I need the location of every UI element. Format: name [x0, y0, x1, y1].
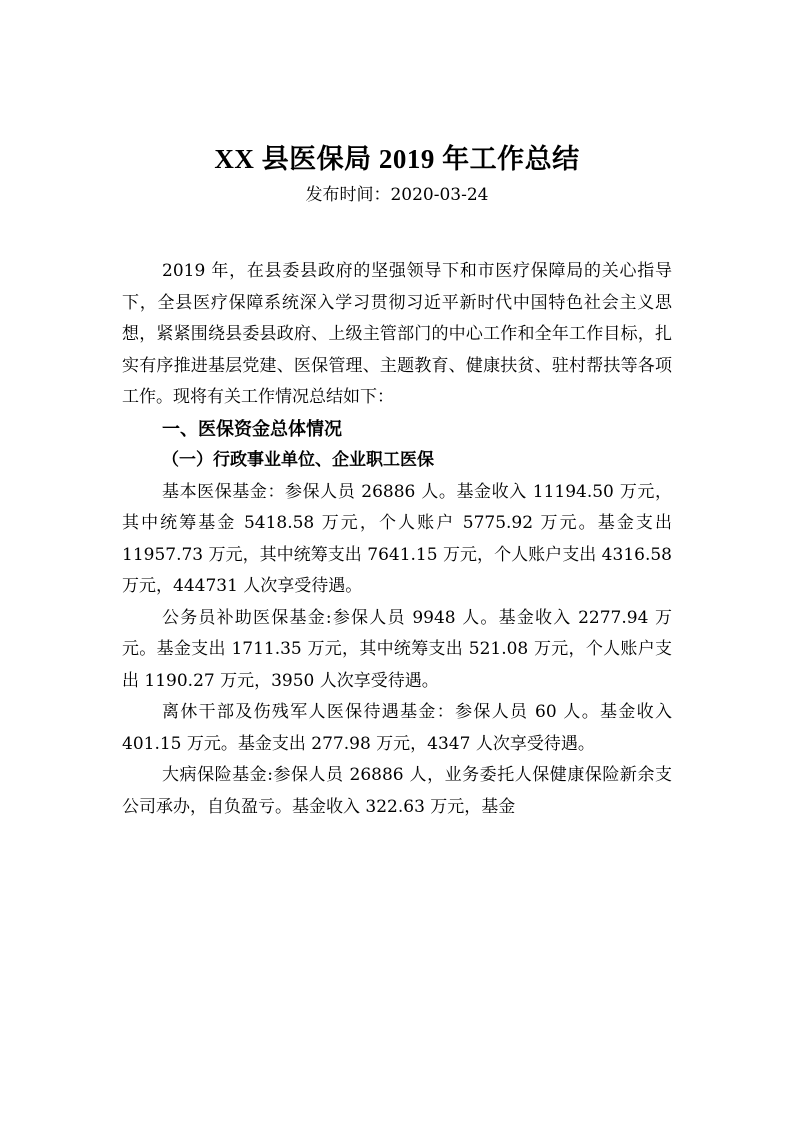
intro-paragraph: 2019 年，在县委县政府的坚强领导下和市医疗保障局的关心指导下，全县医疗保障系统深入学习贯彻习近平新时代中国特色社会主义思想，紧紧围绕县委县政府、上级主管部门的中心工作和全年工作目标，扎实有序推进基层党建、医保管理、主题教育、健康扶贫、驻村帮扶等各项工作。现将有关工作情况总结如下： [122, 261, 672, 407]
subsection-heading: （一）行政事业单位、企业职工医保 [162, 450, 434, 470]
document-title: XX 县医保局 2019 年工作总结 [214, 144, 580, 174]
section-heading: 一、医保资金总体情况 [162, 418, 342, 440]
civil-servant-fund-paragraph: 公务员补助医保基金:参保人员 9948 人。基金收入 2277.94 万元。基金支出 1711.35 万元，其中统筹支出 521.08 万元，个人账户支出 1190.27 万元，3950 人次享受待遇。 [122, 607, 672, 691]
basic-fund-paragraph: 基本医保基金：参保人员 26886 人。基金收入 11194.50 万元，其中统筹基金 5418.58 万元，个人账户 5775.92 万元。基金支出 11957.73 万元，其中统筹支出 7641.15 万元，个人账户支出 4316.58 万元，444731 人次享受待遇。 [122, 481, 672, 596]
retired-cadre-fund-paragraph: 离休干部及伤残军人医保待遇基金：参保人员 60 人。基金收入 401.15 万元。基金支出 277.98 万元，4347 人次享受待遇。 [122, 702, 672, 754]
document-content [122, 137, 672, 823]
publish-date: 发布时间：2020-03-24 [305, 185, 489, 205]
document-body [122, 256, 672, 823]
critical-illness-fund-paragraph: 大病保险基金:参保人员 26886 人，业务委托人保健康保险新余支公司承办，自负盈亏。基金收入 322.63 万元，基金 [122, 765, 672, 817]
